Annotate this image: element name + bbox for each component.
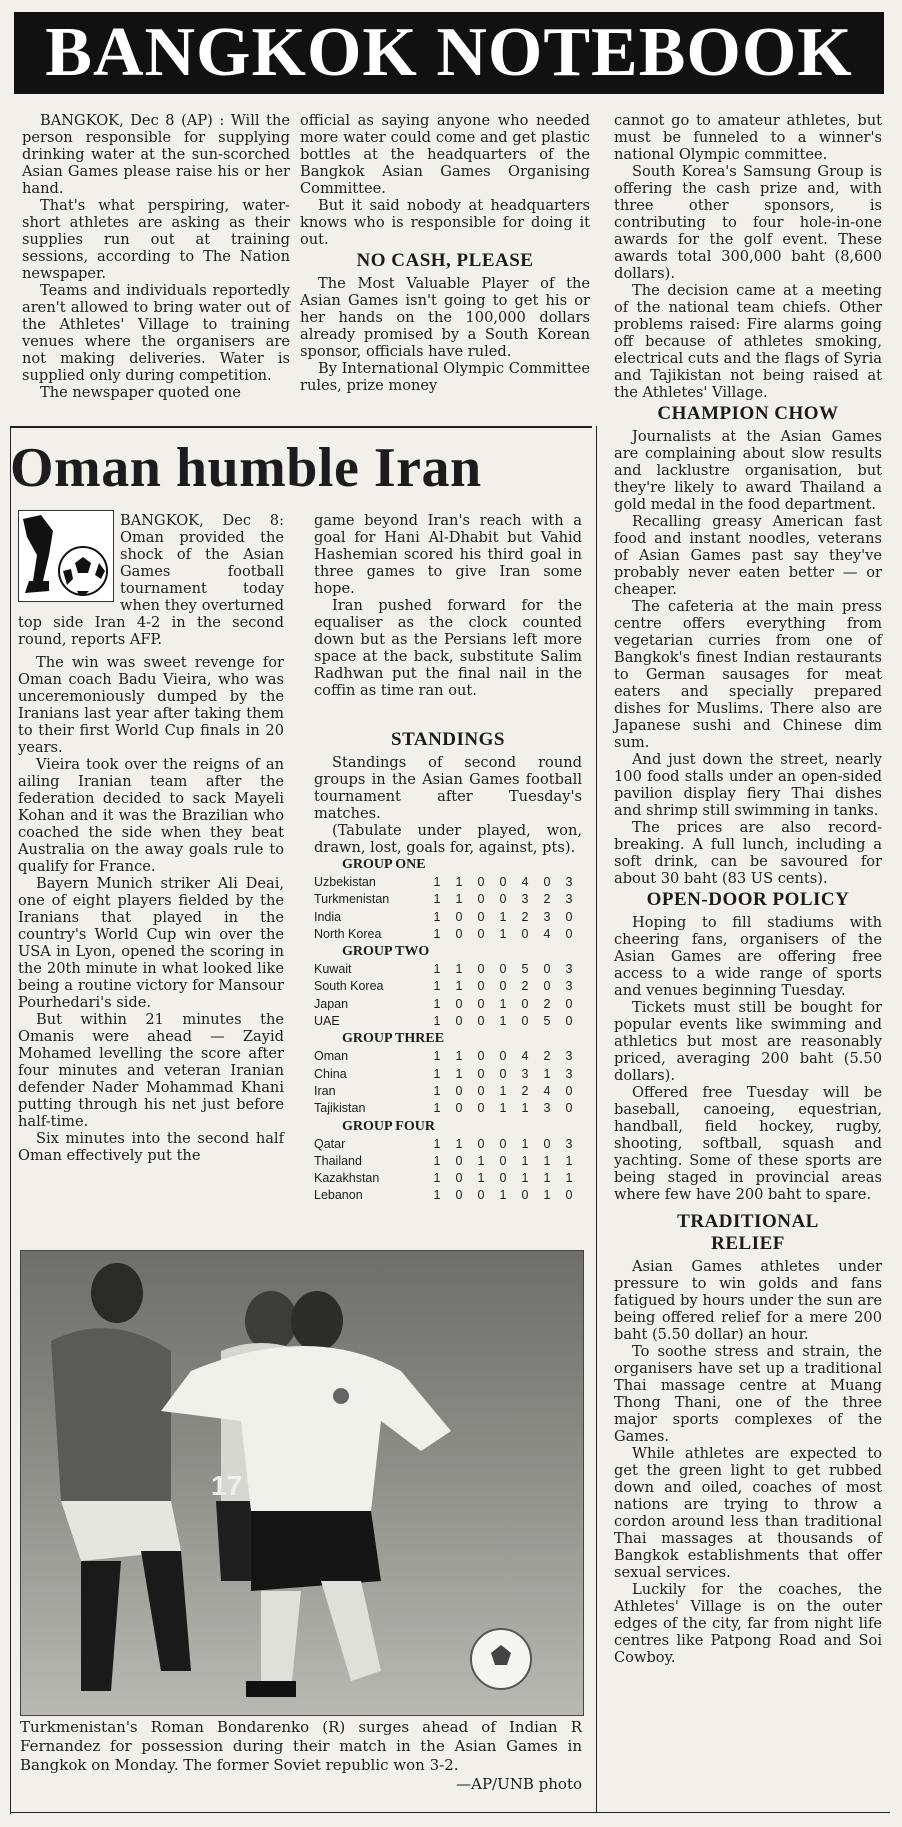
- paragraph: Tickets must still be bought for popular events like swimming and athletics but most are reasonably priced, averaging 200 baht (5.50 dollars).: [614, 999, 882, 1084]
- subhead-champion-chow: CHAMPION CHOW: [657, 403, 839, 424]
- bottom-rule: [10, 1812, 890, 1813]
- stat-cell: 0: [521, 1014, 529, 1029]
- stat-cell: 1: [433, 926, 441, 941]
- stat-cell: 4: [521, 1049, 529, 1064]
- standings-group-title: GROUP TWO: [342, 944, 430, 960]
- stat-cell: 1: [543, 1188, 551, 1203]
- paragraph: But within 21 minutes the Omanis were ahead — Zayid Mohamed levelling the score after four minutes and veteran Iranian defender Nader Mohammad Khani putting through his net just before half-time.: [18, 1011, 284, 1130]
- stat-cell: 1: [433, 1136, 441, 1151]
- standings-row: [314, 1048, 580, 1065]
- stat-cell: 3: [565, 979, 573, 994]
- stat-cell: 1: [455, 892, 463, 907]
- stat-cell: 1: [499, 1188, 507, 1203]
- stat-cell: 1: [455, 875, 463, 889]
- stat-cell: 3: [565, 892, 573, 907]
- stat-cell: 0: [477, 962, 485, 977]
- stat-cell: 1: [543, 1171, 551, 1186]
- stat-cell: 1: [433, 1171, 441, 1186]
- stat-cell: 0: [455, 1171, 463, 1186]
- stat-cell: 5: [543, 1014, 551, 1029]
- stat-cell: 0: [499, 1171, 507, 1186]
- right-column: [614, 112, 882, 1666]
- stat-cell: 0: [521, 1188, 529, 1203]
- standings-table: [314, 961, 580, 1030]
- notebook-col2: [300, 112, 590, 394]
- photo-caption: [20, 1718, 582, 1794]
- stat-cell: 0: [477, 1136, 485, 1151]
- stat-cell: 0: [477, 979, 485, 994]
- standings-table: [314, 1136, 580, 1205]
- stat-cell: 0: [565, 1014, 573, 1029]
- stat-cell: 0: [499, 1153, 507, 1168]
- stat-cell: 1: [565, 1171, 573, 1186]
- stat-cell: 3: [543, 909, 551, 924]
- stat-cell: 0: [477, 1066, 485, 1081]
- caption-text: Turkmenistan's Roman Bondarenko (R) surges ahead of Indian R Fernandez for possession during their match in the Asian Games in Bangkok on Monday. The former Soviet republic won 3-2.: [20, 1718, 582, 1774]
- stat-cell: 0: [477, 1188, 485, 1203]
- stat-cell: 3: [543, 1101, 551, 1116]
- paragraph: The win was sweet revenge for Oman coach Badu Vieira, who was unceremoniously dumped by the Iranians last year after taking them to their first World Cup finals in 20 years.: [18, 654, 284, 756]
- team-name: Kazakhstan: [314, 1171, 380, 1186]
- standings-group-title: GROUP THREE: [342, 1031, 445, 1047]
- stat-cell: 4: [521, 875, 529, 889]
- stat-cell: 1: [521, 1101, 529, 1116]
- stat-cell: 1: [433, 1188, 441, 1203]
- stat-cell: 0: [499, 892, 507, 907]
- paragraph: The newspaper quoted one: [40, 384, 241, 401]
- stat-cell: 1: [433, 962, 441, 977]
- team-name: Turkmenistan: [314, 892, 390, 907]
- standings-row: [314, 909, 580, 926]
- stat-cell: 1: [565, 1153, 573, 1168]
- story-col2: [314, 512, 582, 1205]
- team-name: India: [314, 909, 342, 924]
- stat-cell: 2: [521, 909, 529, 924]
- stat-cell: 0: [565, 909, 573, 924]
- stat-cell: 0: [499, 1049, 507, 1064]
- team-name: Lebanon: [314, 1188, 363, 1203]
- section-divider: [10, 426, 592, 428]
- standings-table: [314, 1048, 580, 1117]
- stat-cell: 2: [543, 1049, 551, 1064]
- standings-group-title: GROUP FOUR: [342, 1118, 435, 1134]
- team-name: North Korea: [314, 926, 382, 941]
- team-name: Iran: [314, 1083, 336, 1098]
- standings-row: [314, 1136, 580, 1153]
- lead-text: BANGKOK, Dec 8: Oman provided the shock of the Asian Games football tournament today when they overturned top side Iran 4-2 in the second round, reports AFP.: [18, 512, 284, 648]
- stat-cell: 3: [521, 892, 529, 907]
- stat-cell: 0: [477, 875, 485, 889]
- stat-cell: 1: [499, 1083, 507, 1098]
- paragraph: And just down the street, nearly 100 food stalls under an open-sided pavilion display fiery Thai dishes and shrimp still swimming in tanks.: [614, 751, 882, 819]
- paragraph: Bayern Munich striker Ali Deai, one of eight players fielded by the Iranians that played in the country's World Cup win over the USA in Lyon, opened the scoring in the 20th minute in what looked like being a routine victory for Mansour Pourhedari's side.: [18, 875, 284, 1011]
- stat-cell: 3: [565, 962, 573, 977]
- stat-cell: 1: [499, 926, 507, 941]
- stat-cell: 0: [565, 1188, 573, 1203]
- stat-cell: 1: [543, 1153, 551, 1168]
- stat-cell: 0: [499, 1066, 507, 1081]
- stat-cell: 0: [455, 1083, 463, 1098]
- paragraph: Journalists at the Asian Games are complaining about slow results and lacklustre organisation, but they're likely to award Thailand a gold medal in the food department.: [614, 428, 882, 513]
- standings-row: [314, 1066, 580, 1083]
- stat-cell: 1: [433, 1101, 441, 1116]
- paragraph: By International Olympic Committee rules, prize money: [300, 360, 590, 394]
- stat-cell: 1: [499, 909, 507, 924]
- team-name: Japan: [314, 996, 349, 1011]
- stat-cell: 0: [565, 1083, 573, 1098]
- paragraph: That's what perspiring, water-short athletes are asking as their supplies run out at training sessions, according to The Nation newspaper.: [22, 197, 290, 282]
- stat-cell: 0: [477, 892, 485, 907]
- standings-row: [314, 1170, 580, 1187]
- thumb-spacer: [18, 512, 120, 604]
- stat-cell: 0: [455, 1153, 463, 1168]
- team-name: Tajikistan: [314, 1101, 366, 1116]
- team-name: UAE: [314, 1014, 340, 1029]
- standings-row: [314, 961, 580, 978]
- stat-cell: 1: [433, 892, 441, 907]
- stat-cell: 3: [565, 1049, 573, 1064]
- stat-cell: 0: [477, 1049, 485, 1064]
- masthead: BANGKOK NOTEBOOK: [14, 12, 884, 94]
- stat-cell: 1: [455, 1049, 463, 1064]
- team-name: Oman: [314, 1049, 349, 1064]
- stat-cell: 0: [543, 979, 551, 994]
- paragraph: game beyond Iran's reach with a goal for Hani Al-Dhabit but Vahid Hashemian scored his third goal in three games to give Iran some hope.: [314, 512, 582, 597]
- subhead-no-cash: NO CASH, PLEASE: [356, 250, 534, 271]
- stat-cell: 1: [455, 1066, 463, 1081]
- paragraph: official as saying anyone who needed more water could come and get plastic bottles at the headquarters of the Bangkok Asian Games Organising Committee.: [300, 112, 590, 197]
- stat-cell: 1: [433, 875, 441, 889]
- stat-cell: 0: [499, 962, 507, 977]
- match-photo: [20, 1250, 584, 1716]
- paragraph: Hoping to fill stadiums with cheering fans, organisers of the Asian Games are offering free access to a wide range of sports and venues beginning Tuesday.: [614, 914, 882, 999]
- standings-heading: STANDINGS: [391, 729, 505, 750]
- subhead-open-door: OPEN-DOOR POLICY: [646, 889, 850, 910]
- stat-cell: 1: [477, 1171, 485, 1186]
- stat-cell: 0: [499, 875, 507, 889]
- stat-cell: 1: [433, 1066, 441, 1081]
- standings-row: [314, 1187, 580, 1204]
- stat-cell: 4: [543, 926, 551, 941]
- team-name: China: [314, 1066, 347, 1081]
- stat-cell: 0: [455, 1101, 463, 1116]
- standings-row: [314, 1153, 580, 1170]
- notebook-col1: [22, 112, 290, 401]
- paragraph: Luckily for the coaches, the Athletes' Village is on the outer edges of the city, far from night life centres like Patpong Road and Soi Cowboy.: [614, 1581, 882, 1666]
- stat-cell: 0: [455, 926, 463, 941]
- stat-cell: 1: [521, 1136, 529, 1151]
- paragraph: Offered free Tuesday will be baseball, canoeing, equestrian, handball, field hockey, rugby, shooting, softball, squash and yachting. Some of these sports are being staged in provincial areas where few have 200 baht to spare.: [614, 1084, 882, 1203]
- stat-cell: 2: [521, 1083, 529, 1098]
- stat-cell: 1: [521, 1171, 529, 1186]
- stat-cell: 0: [521, 996, 529, 1011]
- stat-cell: 0: [477, 909, 485, 924]
- standings-tables: [314, 856, 582, 1205]
- standings-row: [314, 1100, 580, 1117]
- column-divider: [596, 426, 597, 1812]
- stat-cell: 0: [455, 996, 463, 1011]
- stat-cell: 1: [455, 1136, 463, 1151]
- stat-cell: 1: [543, 1066, 551, 1081]
- team-name: South Korea: [314, 979, 384, 994]
- stat-cell: 0: [521, 926, 529, 941]
- stat-cell: 0: [543, 1136, 551, 1151]
- stat-cell: 1: [477, 1153, 485, 1168]
- standings-row: [314, 1013, 580, 1030]
- stat-cell: 0: [565, 996, 573, 1011]
- stat-cell: 0: [499, 1136, 507, 1151]
- stat-cell: 1: [433, 1083, 441, 1098]
- stat-cell: 1: [433, 1014, 441, 1029]
- stat-cell: 4: [543, 1083, 551, 1098]
- stat-cell: 1: [521, 1153, 529, 1168]
- stat-cell: 3: [521, 1066, 529, 1081]
- stat-cell: 0: [543, 962, 551, 977]
- photo-credit: —AP/UNB photo: [456, 1775, 582, 1793]
- stat-cell: 0: [499, 979, 507, 994]
- stat-cell: 0: [565, 1101, 573, 1116]
- standings-row: [314, 891, 580, 908]
- paragraph: But it said nobody at headquarters knows who is responsible for doing it out.: [300, 197, 590, 248]
- stat-cell: 0: [455, 1188, 463, 1203]
- paragraph: Teams and individuals reportedly aren't allowed to bring water out of the Athletes' Village to training venues where the organisers are not making deliveries. Water is supplied only during competition.: [22, 282, 290, 384]
- standings-note: (Tabulate under played, won, drawn, lost, goals for, against, pts).: [314, 822, 582, 856]
- paragraph: South Korea's Samsung Group is offering the cash prize and, with three other sponsors, is contributing to four hole-in-one awards for the golf event. These awards total 300,000 baht (8,600 dollars).: [614, 163, 882, 282]
- paragraph: Iran pushed forward for the equaliser as the clock counted down but as the Persians left more space at the back, substitute Salim Radhwan put the final nail in the coffin as time ran out.: [314, 597, 582, 699]
- stat-cell: 1: [433, 909, 441, 924]
- team-name: Kuwait: [314, 962, 352, 977]
- stat-cell: 0: [543, 875, 551, 889]
- stat-cell: 0: [455, 909, 463, 924]
- stat-cell: 0: [565, 926, 573, 941]
- stat-cell: 1: [433, 1153, 441, 1168]
- standings-row: [314, 996, 580, 1013]
- paragraph: To soothe stress and strain, the organisers have set up a traditional Thai massage centre at Muang Thong Thani, one of the three major sports complexes of the Games.: [614, 1343, 882, 1445]
- standings-table: [314, 874, 580, 943]
- paragraph: cannot go to amateur athletes, but must be funneled to a winner's national Olympic committee.: [614, 112, 882, 163]
- stat-cell: 1: [499, 1101, 507, 1116]
- paragraph: Vieira took over the reigns of an ailing Iranian team after the federation decided to sack Mayeli Kohan and it was the Brazilian who coached the side when they beat Australia on the away goals rule to qualify for France.: [18, 756, 284, 875]
- stat-cell: 2: [543, 892, 551, 907]
- column-divider: [10, 428, 11, 1814]
- subhead-traditional-relief: TRADITIONAL RELIEF: [677, 1211, 819, 1254]
- standings-row: [314, 874, 580, 891]
- stat-cell: 0: [477, 1101, 485, 1116]
- jersey-number: 17: [211, 1470, 243, 1501]
- team-name: Uzbekistan: [314, 875, 376, 889]
- team-name: Qatar: [314, 1136, 346, 1151]
- stat-cell: 1: [455, 979, 463, 994]
- stat-cell: 1: [499, 996, 507, 1011]
- standings-row: [314, 978, 580, 995]
- paragraph: The Most Valuable Player of the Asian Games isn't going to get his or her hands on the 100,000 dollars already promised by a South Korean sponsor, officials have ruled.: [300, 275, 590, 360]
- paragraph: Asian Games athletes under pressure to win golds and fans fatigued by hours under the sun are being offered relief for a mere 200 baht (5.50 dollar) an hour.: [614, 1258, 882, 1343]
- story-lead: [18, 512, 284, 648]
- paragraph: While athletes are expected to get the green light to get rubbed down and oiled, coaches of most nations are trying to throw a cordon around less than traditional Thai massages at thousands of Bangkok establishments that offer sexual services.: [614, 1445, 882, 1581]
- stat-cell: 0: [477, 926, 485, 941]
- stat-cell: 1: [433, 1049, 441, 1064]
- paragraph: The cafeteria at the main press centre offers everything from vegetarian curries from one of Bangkok's finest Indian restaurants to German sausages for meat eaters and specially prepared dishes for Muslims. There also are Japanese sushi and Chinese dim sum.: [614, 598, 882, 751]
- stat-cell: 1: [499, 1014, 507, 1029]
- stat-cell: 1: [433, 996, 441, 1011]
- paragraph: Recalling greasy American fast food and instant noodles, veterans of Asian Games past say they've probably never eaten better — or cheaper.: [614, 513, 882, 598]
- stat-cell: 3: [565, 1066, 573, 1081]
- paragraph: Six minutes into the second half Oman effectively put the: [18, 1130, 284, 1164]
- story-headline: Oman humble Iran: [10, 437, 482, 499]
- stat-cell: 1: [455, 962, 463, 977]
- stat-cell: 0: [477, 1083, 485, 1098]
- paragraph: BANGKOK, Dec 8 (AP) : Will the person responsible for supplying drinking water at the sun-scorched Asian Games please raise his or her hand.: [22, 112, 290, 197]
- stat-cell: 2: [543, 996, 551, 1011]
- paragraph: The decision came at a meeting of the national team chiefs. Other problems raised: Fire alarms going off because of athletes smoking, electrical cuts and the flags of Syria and Tajikistan not being raised at the Athletes' Village.: [614, 282, 882, 401]
- stat-cell: 3: [565, 1136, 573, 1151]
- stat-cell: 0: [477, 1014, 485, 1029]
- standings-row: [314, 926, 580, 943]
- team-name: Thailand: [314, 1153, 362, 1168]
- standings-intro: Standings of second round groups in the Asian Games football tournament after Tuesday's matches.: [314, 754, 582, 822]
- paragraph: The prices are also record-breaking. A full lunch, including a soft drink, can be savoured for about 30 baht (83 US cents).: [614, 819, 882, 887]
- stat-cell: 3: [565, 875, 573, 889]
- story-col1: [18, 512, 284, 1164]
- stat-cell: 0: [455, 1014, 463, 1029]
- standings-row: [314, 1083, 580, 1100]
- standings-group-title: GROUP ONE: [342, 857, 426, 872]
- stat-cell: 0: [477, 996, 485, 1011]
- stat-cell: 2: [521, 979, 529, 994]
- stat-cell: 1: [433, 979, 441, 994]
- stat-cell: 5: [521, 962, 529, 977]
